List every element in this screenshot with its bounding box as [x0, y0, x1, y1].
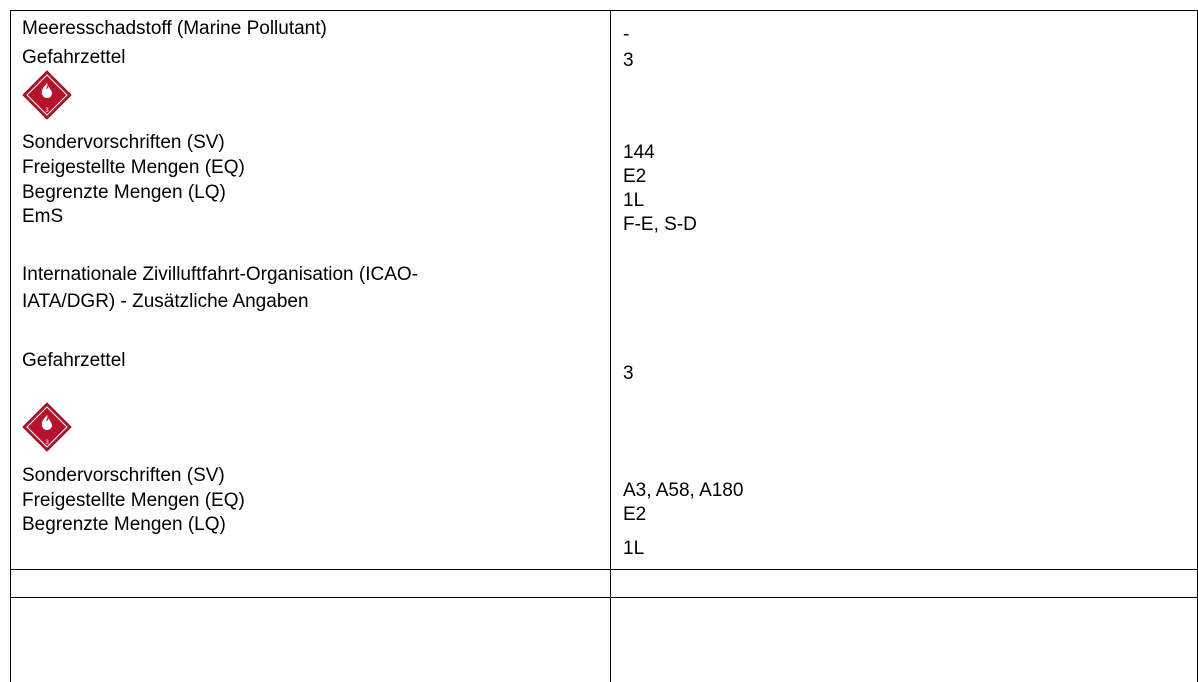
air-limited-quantities-label: Begrenzte Mengen (LQ): [22, 514, 226, 535]
svg-text:3: 3: [45, 108, 49, 114]
flammable-liquid-icon: [22, 70, 72, 120]
air-special-provisions-label: Sondervorschriften (SV): [22, 465, 225, 486]
table-top-border: [10, 10, 1198, 11]
sea-excepted-quantities-value: E2: [623, 166, 647, 187]
row-divider-1: [10, 569, 1198, 570]
ems-value: F-E, S-D: [623, 214, 697, 235]
icao-heading-line-2: IATA/DGR) - Zusätzliche Angaben: [22, 291, 309, 312]
air-special-provisions-value: A3, A58, A180: [623, 480, 744, 501]
sea-hazard-label-label: Gefahrzettel: [22, 47, 126, 68]
column-divider: [610, 10, 611, 682]
sea-hazard-label-value: 3: [623, 50, 634, 71]
flammable-liquid-icon: [22, 402, 72, 452]
air-excepted-quantities-label: Freigestellte Mengen (EQ): [22, 490, 245, 511]
sea-special-provisions-value: 144: [623, 142, 655, 163]
sea-excepted-quantities-label: Freigestellte Mengen (EQ): [22, 157, 245, 178]
icao-heading-line-1: Internationale Zivilluftfahrt-Organisation (ICAO-: [22, 264, 418, 285]
air-excepted-quantities-value: E2: [623, 504, 647, 525]
row-divider-2: [10, 597, 1198, 598]
table-left-border: [10, 10, 11, 682]
sea-limited-quantities-value: 1L: [623, 190, 645, 211]
svg-text:3: 3: [45, 440, 49, 446]
marine-pollutant-label: Meeresschadstoff (Marine Pollutant): [22, 18, 327, 39]
sea-special-provisions-label: Sondervorschriften (SV): [22, 132, 225, 153]
air-limited-quantities-value: 1L: [623, 538, 645, 559]
ems-label: EmS: [22, 206, 64, 227]
air-hazard-label-label: Gefahrzettel: [22, 350, 126, 371]
air-hazard-label-value: 3: [623, 363, 634, 384]
marine-pollutant-value: -: [623, 24, 630, 45]
sea-limited-quantities-label: Begrenzte Mengen (LQ): [22, 182, 226, 203]
